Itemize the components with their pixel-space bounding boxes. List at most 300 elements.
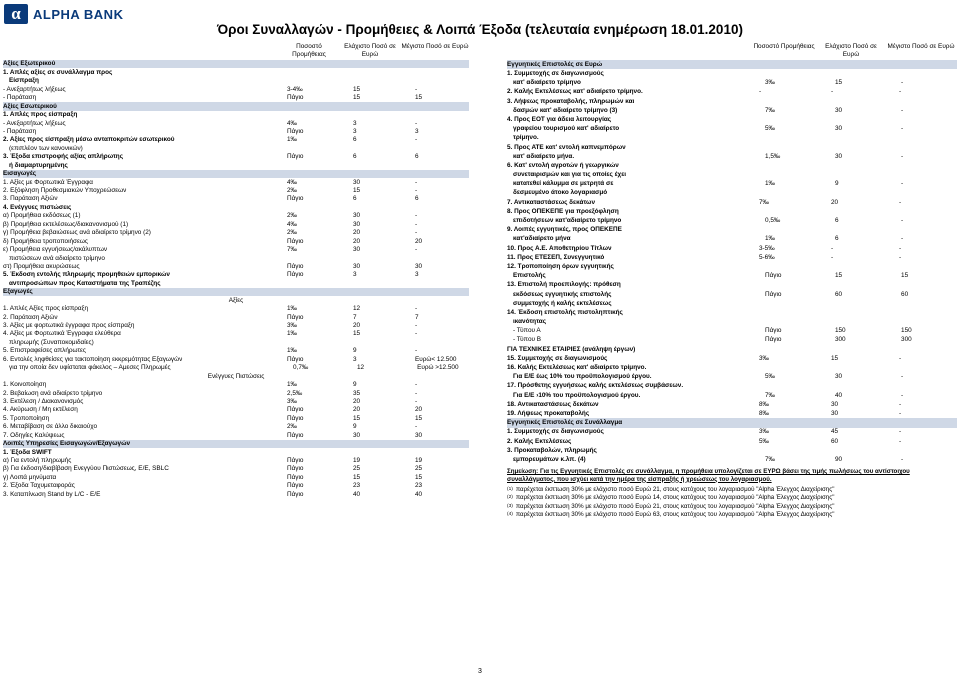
fee-percentage: Πάγιο [287, 313, 304, 321]
fee-row [507, 244, 957, 253]
fee-label: 4. Ακύρωση / Μη εκτέλεση [3, 406, 78, 414]
fee-row [507, 345, 957, 354]
fee-percentage: 7‰ [759, 198, 769, 206]
fee-row [507, 326, 957, 335]
fee-row [3, 355, 469, 363]
fee-row [507, 317, 957, 326]
fee-maximum: - [901, 79, 904, 87]
fee-label: 1. Συμμετοχής σε διαγωνισμούς [507, 70, 604, 78]
fee-minimum: 15 [353, 187, 361, 195]
fee-label: - Τύπου Α [513, 327, 541, 335]
fee-percentage: 1‰ [287, 305, 297, 313]
fee-maximum: - [901, 125, 904, 133]
fee-row [3, 94, 469, 102]
fee-row [507, 354, 957, 363]
right-table-header [507, 43, 957, 60]
fee-maximum: - [415, 322, 418, 330]
fee-row [3, 406, 469, 414]
brand-logo [4, 4, 123, 24]
fee-label: 3. Καταπίνωση Stand by L/C - E/E [3, 490, 101, 498]
fee-label: 6. Μεταβίβαση σε άλλο δικαιούχο [3, 423, 98, 431]
fee-row [3, 187, 469, 195]
section-header [3, 102, 469, 110]
fee-row [507, 152, 957, 161]
fee-label: β) Για έκδοση/διαβίβαση Ενεγγύου Πιστώσεως, Ε/Ε, SBLC [3, 465, 169, 473]
footnotes [507, 486, 957, 519]
fee-label: δασμών κατ' αδιαίρετο τρίμηνο (3) [513, 106, 618, 114]
fee-percentage: Πάγιο [287, 127, 304, 135]
fee-label: γραφείου τουρισμού κατ' αδιαίρετο [513, 125, 620, 133]
fee-label: 6. Εντολές ληφθείσες για τακτοποίηση εκκρεμότητας Εξαγωγών [3, 355, 183, 363]
fee-label: 2. Παράταση Αξιών [3, 313, 58, 321]
footnote-number: (2) [507, 495, 513, 501]
fee-maximum: 30 [415, 431, 423, 439]
fee-minimum: 30 [831, 400, 839, 408]
brand-name: ALPHA BANK [33, 6, 124, 22]
fee-percentage: - [759, 88, 762, 96]
fee-maximum: - [415, 397, 418, 405]
section-title: Λοιπές Υπηρεσίες Εισαγωγών/Εξαγωγών [3, 440, 131, 448]
fee-row [3, 203, 469, 211]
fee-minimum: 30 [353, 431, 361, 439]
section-title: Εγγυητικές Επιστολές σε Συνάλλαγμα [507, 419, 623, 427]
fee-row [507, 78, 957, 87]
fee-label: ικανότητας [513, 318, 547, 326]
fee-row [3, 246, 469, 254]
fee-minimum: 12 [356, 364, 365, 372]
fee-label: 4. Ενέγγυες πιστώσεις [3, 203, 72, 211]
fee-maximum: - [899, 253, 902, 261]
fee-minimum: 30 [353, 246, 361, 254]
fee-percentage: 7‰ [765, 391, 775, 399]
fee-label: 19. Λήψεως προκαταβολής [507, 409, 590, 417]
fee-percentage: 3‰ [765, 79, 775, 87]
fee-row [507, 262, 957, 271]
fee-minimum: 30 [831, 409, 839, 417]
fee-maximum: 30 [415, 262, 423, 270]
fee-row [3, 364, 469, 372]
fee-minimum: 150 [834, 327, 846, 335]
fee-minimum: 15 [353, 85, 361, 93]
fee-percentage: Πάγιο [287, 490, 304, 498]
subsection-label: Ενέγγυες Πιστώσεις [207, 372, 265, 380]
fee-minimum: - [831, 88, 834, 96]
fee-minimum: - [831, 253, 834, 261]
fee-maximum: - [899, 198, 902, 206]
fee-row [3, 322, 469, 330]
fee-row [507, 372, 957, 381]
fee-minimum: 7 [353, 313, 357, 321]
fee-row [507, 271, 957, 280]
fee-label: 1. Έξοδα SWIFT [3, 448, 52, 456]
fee-minimum: 9 [834, 180, 839, 188]
fee-row [507, 428, 957, 437]
fee-percentage: Πάγιο [287, 414, 304, 422]
fee-percentage: 1‰ [287, 347, 297, 355]
fee-row [3, 68, 469, 76]
header-min: Ελάχιστο Ποσό σε Ευρώ [344, 43, 396, 58]
fee-maximum: - [415, 178, 418, 186]
fee-row [3, 448, 469, 456]
fee-label: 3. Αξίες με φορτωτικά έγγραφα προς είσπραξη [3, 322, 135, 330]
fee-percentage: 7‰ [287, 246, 297, 254]
fee-minimum: 300 [834, 336, 846, 344]
fee-row [3, 119, 469, 127]
fee-label: 13. Επιστολή προεπιλογής: πρόθεση [507, 281, 621, 289]
fee-label: 7. Οδηγίες Καλύψεως [3, 431, 65, 439]
fee-row [3, 279, 469, 287]
fee-percentage: 4‰ [287, 220, 297, 228]
fee-minimum: 23 [353, 482, 361, 490]
fee-percentage: Πάγιο [765, 336, 782, 344]
fee-row [3, 195, 469, 203]
fee-minimum: 9 [353, 381, 357, 389]
fee-minimum: 30 [834, 152, 843, 160]
fee-maximum: 6 [415, 153, 419, 161]
fee-label: επιδοτήσεων κατ'αδιαίρετο τρίμηνο [513, 217, 622, 225]
note-text: Σημείωση: Για τις Εγγυητικές Επιστολές σε συνάλλαγμα, η προμήθεια υπολογίζεται σε ΕΥΡΩ βάσει της τιμής πωλήσεως του αντίστοιχου συναλλάγματος, που ισχύει κατά την ημέρα της είσπραξής ή χρεώσεως του λογαριασμού. [507, 468, 910, 483]
fee-label: κατ' αδιαίρετο τρίμηνο [513, 79, 581, 87]
fee-percentage: 2‰ [287, 212, 297, 220]
fee-row [507, 446, 957, 455]
fee-percentage: Πάγιο [765, 272, 782, 280]
fee-maximum: - [901, 391, 904, 399]
right-column [507, 43, 957, 520]
fee-minimum: 30 [834, 373, 843, 381]
fee-label: 18. Αντικαταστάσεως δεκάτων [507, 400, 599, 408]
fee-percentage: 7‰ [765, 106, 775, 114]
fee-percentage: 3‰ [287, 322, 297, 330]
fee-label: 10. Προς Α.Ε. Αποθετηρίου Τίτλων [507, 244, 612, 252]
footnote [507, 511, 957, 518]
fee-percentage: Πάγιο [287, 262, 304, 270]
fee-maximum: 15 [901, 272, 909, 280]
fee-maximum: - [899, 354, 902, 362]
fee-percentage: 2‰ [287, 187, 297, 195]
fee-minimum: - [831, 244, 834, 252]
fee-minimum: 25 [353, 465, 361, 473]
fee-label: κατ' αδιαίρετο μήνα. [513, 152, 575, 160]
fee-percentage: 0,5‰ [765, 217, 781, 225]
fee-maximum: - [415, 119, 418, 127]
fee-maximum: 7 [415, 313, 419, 321]
fee-label: Για Ε/Ε έως 10% του προϋπολογισμού έργου. [513, 373, 652, 381]
fee-row [3, 136, 469, 144]
fee-percentage: Πάγιο [287, 482, 304, 490]
subsection-title [3, 296, 469, 304]
fee-label: 5. Έκδοση εντολής πληρωμής προμηθειών εμπορικών [3, 271, 170, 279]
fee-minimum: 30 [353, 212, 361, 220]
fee-minimum: 30 [834, 106, 843, 114]
fee-percentage: Πάγιο [287, 431, 304, 439]
fee-label: 17. Πρόσθετης εγγυήσεως καλής εκτελέσεως συμβάσεων. [507, 382, 684, 390]
footnote [507, 486, 957, 493]
fee-label: Είσπραξη [9, 77, 39, 85]
fee-row [507, 124, 957, 133]
fee-label: συμμετοχής ή καλής εκτελέσεως [513, 299, 612, 307]
fee-row [507, 290, 957, 299]
fee-label: συνεταιρισμών και για τις οποίες έχει [513, 171, 627, 179]
header-pct: Ποσοστό Προμήθειας [292, 43, 326, 58]
fee-minimum: 3 [353, 355, 357, 363]
section-header [3, 288, 469, 296]
fee-label: (επιπλέον των κανονικών) [9, 144, 83, 152]
fee-maximum: 6 [415, 195, 419, 203]
fee-percentage: 3‰ [759, 354, 769, 362]
fee-row [3, 431, 469, 439]
fee-label: 16. Καλής Εκτελέσεως κατ' αδιαίρετο τρίμηνο. [507, 364, 647, 372]
fee-percentage: 5‰ [759, 437, 769, 445]
fee-row [507, 391, 957, 400]
fee-row [3, 144, 469, 152]
fee-row [507, 382, 957, 391]
fee-maximum: 20 [415, 406, 423, 414]
fee-percentage: 0,7‰ [293, 364, 309, 372]
fee-maximum: 3 [415, 127, 419, 135]
fee-maximum: - [899, 428, 902, 436]
fee-label: β) Προμήθεια εκτελέσεως/διακανονισμού (1) [3, 220, 129, 228]
fee-maximum: - [415, 347, 418, 355]
fee-label: 2. Εξόφληση Προθεσμιακών Υποχρεώσεων [3, 187, 127, 195]
fee-maximum: - [415, 220, 418, 228]
fee-percentage: 4‰ [287, 178, 297, 186]
fee-row [507, 179, 957, 188]
fee-minimum: 20 [831, 198, 839, 206]
fee-minimum: 30 [353, 262, 361, 270]
fee-row [507, 97, 957, 106]
header-max: Μέγιστο Ποσό σε Ευρώ [401, 43, 469, 50]
fee-minimum: 30 [353, 178, 361, 186]
fee-percentage: 1,5‰ [765, 152, 781, 160]
fee-minimum: 30 [834, 125, 843, 133]
fee-minimum: 90 [834, 455, 843, 463]
fee-label: δ) Προμήθεια τροποποιήσεως [3, 237, 88, 245]
fee-maximum: - [415, 305, 418, 313]
fee-row [507, 170, 957, 179]
fee-label: εμπορευμάτων κ.λπ. (4) [513, 455, 586, 463]
fee-minimum: 6 [834, 217, 839, 225]
fee-label: ε) Προμήθεια εγγυήσεως/ακάλυπτων [3, 246, 108, 254]
fee-row [3, 254, 469, 262]
fee-row [3, 77, 469, 85]
fee-row [3, 153, 469, 161]
fee-maximum: - [415, 389, 418, 397]
fee-row [507, 336, 957, 345]
fee-maximum: Ευρώ< 12.500 [415, 355, 457, 363]
fee-row [3, 338, 469, 346]
alpha-logo-icon: α [4, 4, 28, 24]
fee-minimum: 3 [353, 271, 357, 279]
fee-row [507, 216, 957, 225]
fee-row [507, 437, 957, 446]
fee-percentage: 4‰ [287, 119, 297, 127]
fee-label: 15. Συμμετοχής σε διαγωνισμούς [507, 354, 608, 362]
fee-row [507, 409, 957, 418]
fee-label: - Παράταση [3, 94, 37, 102]
footnote-number: (4) [507, 512, 513, 518]
fee-minimum: 12 [353, 305, 361, 313]
fee-maximum: - [901, 180, 904, 188]
fee-row [507, 308, 957, 317]
section-title: Αξίες Εξωτερικού [3, 60, 56, 68]
fee-maximum: 23 [415, 482, 423, 490]
fee-maximum: - [901, 455, 904, 463]
fee-row [3, 330, 469, 338]
fee-row [507, 198, 957, 207]
fee-percentage: Πάγιο [287, 355, 304, 363]
fee-maximum: - [415, 330, 418, 338]
fee-percentage: Πάγιο [287, 457, 304, 465]
fee-label: 3. Λήψεως προκαταβολής, πληρωμών και [507, 97, 635, 105]
fee-row [3, 220, 469, 228]
fee-row [3, 490, 469, 498]
fee-minimum: 3 [353, 119, 357, 127]
subsection-title [3, 372, 469, 380]
section-title: Εγγυητικές Επιστολές σε Ευρώ [507, 60, 603, 68]
fee-minimum: 6 [353, 136, 357, 144]
fee-maximum: - [415, 381, 418, 389]
fee-row [3, 414, 469, 422]
fee-percentage: 1‰ [287, 136, 297, 144]
fee-row [3, 482, 469, 490]
fee-percentage: 2,5‰ [287, 389, 303, 397]
fee-percentage: 1‰ [765, 235, 775, 243]
fee-maximum: - [899, 88, 902, 96]
fee-row [3, 271, 469, 279]
fee-row [507, 235, 957, 244]
fee-label: γ) Προμήθεια βεβαιώσεως ανά αδιαίρετο τρίμηνο (2) [3, 229, 151, 237]
page-title: Όροι Συναλλαγών - Προμήθειες & Λοιπά Έξοδα (τελευταία ενημέρωση 18.01.2010) [217, 22, 743, 37]
fee-minimum: 20 [353, 406, 361, 414]
fee-percentage: 1‰ [287, 381, 297, 389]
fee-row [3, 305, 469, 313]
fee-minimum: 20 [353, 397, 361, 405]
fee-minimum: 40 [834, 391, 843, 399]
fee-minimum: 19 [353, 457, 361, 465]
fee-label: 2. Αξίες προς είσπραξη μέσω ανταποκριτών εσωτερικού [3, 136, 175, 144]
section-title: Εξαγωγές [3, 288, 33, 296]
fee-label: 2. Καλής Εκτελέσεως κατ' αδιαίρετο τρίμηνο. [507, 88, 643, 96]
fee-label: 2. Έξοδα Ταχυμεταφοράς [3, 482, 75, 490]
fee-label: 1. Απλές Αξίες προς είσπραξη [3, 305, 89, 313]
fee-label: 1. Συμμετοχής σε διαγωνισμούς [507, 428, 604, 436]
fee-row [507, 400, 957, 409]
fee-minimum: 40 [353, 490, 361, 498]
left-column [3, 43, 469, 499]
fee-maximum: - [415, 229, 418, 237]
fee-row [507, 115, 957, 124]
fee-percentage: Πάγιο [765, 327, 782, 335]
fee-percentage: 5‰ [765, 125, 775, 133]
fee-minimum: 15 [353, 94, 361, 102]
fee-percentage: 3-5‰ [759, 244, 775, 252]
fee-maximum: - [901, 235, 904, 243]
fee-row [3, 263, 469, 271]
fee-label: γ) Λοιπά μηνύματα [3, 473, 57, 481]
fee-row [507, 225, 957, 234]
fee-label: κατ'αδιαίρετο μήνα [513, 235, 571, 243]
fee-label: 1. Απλές προς είσπραξη [3, 111, 78, 119]
left-table-header [3, 43, 469, 60]
fee-maximum: Ευρώ >12.500 [417, 364, 459, 372]
fee-maximum: 19 [415, 457, 423, 465]
fee-row [3, 128, 469, 136]
fee-percentage: 5‰ [765, 373, 775, 381]
fee-maximum: - [899, 244, 902, 252]
fee-label: 5. Τροποποίηση [3, 414, 50, 422]
fee-row [507, 281, 957, 290]
fee-label: 2. Βεβαίωση ανά αδιαίρετο τρίμηνο [3, 389, 103, 397]
fee-label: 1. Κοινοποίηση [3, 381, 47, 389]
fee-minimum: 20 [353, 229, 361, 237]
fee-maximum: 60 [901, 290, 909, 298]
fee-row [507, 88, 957, 97]
fee-row [3, 465, 469, 473]
fee-maximum: 25 [415, 465, 423, 473]
fee-minimum: 60 [831, 437, 839, 445]
fee-row [3, 161, 469, 169]
fee-minimum: 6 [834, 235, 839, 243]
fee-row [507, 207, 957, 216]
fee-percentage: Πάγιο [287, 237, 304, 245]
fee-minimum: 6 [353, 153, 357, 161]
fee-maximum: 3 [415, 271, 419, 279]
fee-percentage: 3-4‰ [287, 85, 303, 93]
fee-label: για την οποία δεν υφίσταται φάκελος – Αμεσες Πληρωμές [9, 364, 171, 372]
fee-percentage: 8‰ [759, 409, 769, 417]
fee-percentage: 3‰ [287, 397, 297, 405]
fee-minimum: 60 [834, 290, 843, 298]
fee-percentage: 3‰ [759, 428, 769, 436]
fee-label: ΓΙΑ ΤΕΧΝΙΚΕΣ ΕΤΑΙΡΙΕΣ (ανάληψη έργων) [507, 345, 636, 353]
fee-percentage: Πάγιο [287, 465, 304, 473]
fee-minimum: 9 [353, 423, 357, 431]
fee-row [3, 423, 469, 431]
fee-maximum: - [899, 437, 902, 445]
subsection-label: Αξίες [228, 296, 244, 304]
fee-label: κατατεθεί κάλυμμα σε μετρητά σε [513, 180, 614, 188]
section-header [507, 60, 957, 69]
fee-label: 3. Προκαταβολών, πληρωμής [507, 446, 597, 454]
fee-label: 2. Καλής Εκτελέσεως [507, 437, 572, 445]
section-header [3, 440, 469, 448]
fee-label: Για Ε/Ε ›10% του προϋπολογισμού έργου. [513, 391, 641, 399]
fee-label: 5. Προς ΑΤΕ κατ' εντολή καπνεμπόρων [507, 143, 626, 151]
fee-row [507, 363, 957, 372]
fee-percentage: 7‰ [765, 455, 775, 463]
fee-label: 3. Έξοδα επιστροφής αξίας απλήρωτης [3, 153, 124, 161]
fee-maximum: - [901, 106, 904, 114]
fee-label: 3. Εκτέλεση / Διακανονισμός [3, 397, 84, 405]
fee-percentage: 8‰ [759, 400, 769, 408]
fee-percentage: Πάγιο [287, 271, 304, 279]
fee-row [507, 69, 957, 78]
fee-label: 4. Αξίες με Φορτωτικά Έγγραφα ελεύθερα [3, 330, 121, 338]
fee-minimum: 6 [353, 195, 357, 203]
fee-maximum: 15 [415, 473, 423, 481]
fee-maximum: 40 [415, 490, 423, 498]
fee-minimum: 15 [353, 473, 361, 481]
fee-maximum: - [415, 423, 418, 431]
fee-minimum: 15 [353, 330, 361, 338]
fee-label: 5. Επιστραφείσες απλήρωτες [3, 347, 86, 355]
header-min-right: Ελάχιστο Ποσό σε Ευρώ [825, 43, 877, 58]
fee-row [3, 389, 469, 397]
fee-label: πληρωμής (Συναποκομιδαίες) [9, 338, 94, 346]
fee-label: - Παράταση [3, 127, 37, 135]
fee-label: 6. Κατ' εντολή αγροτών ή γεωργικών [507, 161, 619, 169]
fee-label: αντιπροσώπων προς Καταστήματα της Τραπέζης [9, 279, 161, 287]
